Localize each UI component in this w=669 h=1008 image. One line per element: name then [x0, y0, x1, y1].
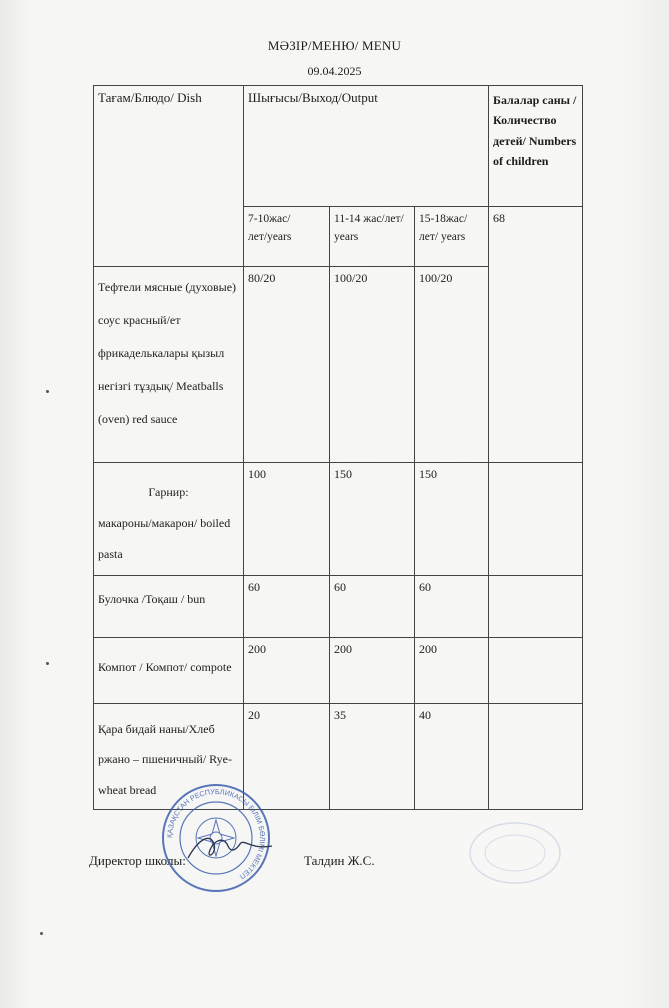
- children-cell-empty: [489, 637, 583, 703]
- dish-pasta: [94, 463, 244, 576]
- output-7-10: 200: [244, 637, 330, 703]
- output-11-14: 200: [330, 637, 415, 703]
- output-11-14: 35: [330, 703, 415, 810]
- children-count: 68: [489, 207, 583, 463]
- header-children: Балалар саны /Количество детей/ Numbers of children: [489, 86, 583, 207]
- children-cell-empty: [489, 703, 583, 810]
- menu-date: 09.04.2025: [307, 64, 362, 78]
- age-group-7-10: 7-10жас/лет/years: [244, 207, 330, 267]
- speck: [46, 390, 49, 393]
- header-output: Шығысы/Выход/Output: [244, 86, 489, 207]
- director-label: Директор школы:: [89, 853, 186, 868]
- speck: [46, 662, 49, 665]
- output-15-18: 60: [415, 575, 489, 637]
- menu-title: МӘЗІР/МЕНЮ/ MENU: [267, 38, 402, 53]
- dish-bread: Қара бидай наны/Хлеб ржано – пшеничный/ Rye-wheat bread: [94, 703, 244, 810]
- output-7-10: 60: [244, 575, 330, 637]
- seal-text-path: ҚАЗАҚСТАН РЕСПУБЛИКАСЫ БІЛІМ БӨЛІМІ МЕКТЕП: [164, 786, 268, 882]
- director-signature: [180, 820, 280, 870]
- age-group-15-18: 15-18жас/лет/ years: [415, 207, 489, 267]
- speck: [40, 932, 43, 935]
- menu-table: [93, 85, 583, 810]
- output-7-10: 100: [244, 463, 330, 576]
- table-row: [94, 575, 583, 637]
- output-15-18: 150: [415, 463, 489, 576]
- dish-pasta-line2: макароны/макарон/ boiled pasta: [98, 516, 231, 562]
- output-11-14: 100/20: [330, 267, 415, 463]
- dish-compote: Компот / Компот/ compote: [94, 637, 244, 703]
- table-header-row: [94, 86, 583, 207]
- dish-bun: Булочка /Тоқаш / bun: [94, 575, 244, 637]
- output-15-18: 200: [415, 637, 489, 703]
- output-7-10: 20: [244, 703, 330, 810]
- table-row: [94, 637, 583, 703]
- header-dish: Тағам/Блюдо/ Dish: [94, 86, 244, 267]
- children-cell-empty: [489, 463, 583, 576]
- table-row: [94, 463, 583, 576]
- dish-meatballs: Тефтели мясные (духовые) соус красный/ет фрикаделькалары қызыл негізгі тұздық/ Meatballs (oven) red sauce: [94, 267, 244, 463]
- output-7-10: 80/20: [244, 267, 330, 463]
- output-15-18: 100/20: [415, 267, 489, 463]
- output-11-14: 60: [330, 575, 415, 637]
- output-15-18: 40: [415, 703, 489, 810]
- children-cell-empty: [489, 575, 583, 637]
- faded-stamp-ghost: [455, 815, 575, 890]
- dish-pasta-line1: Гарнир:: [148, 485, 189, 499]
- output-11-14: 150: [330, 463, 415, 576]
- director-name: Талдин Ж.С.: [304, 853, 375, 868]
- age-group-11-14: 11-14 жас/лет/ years: [330, 207, 415, 267]
